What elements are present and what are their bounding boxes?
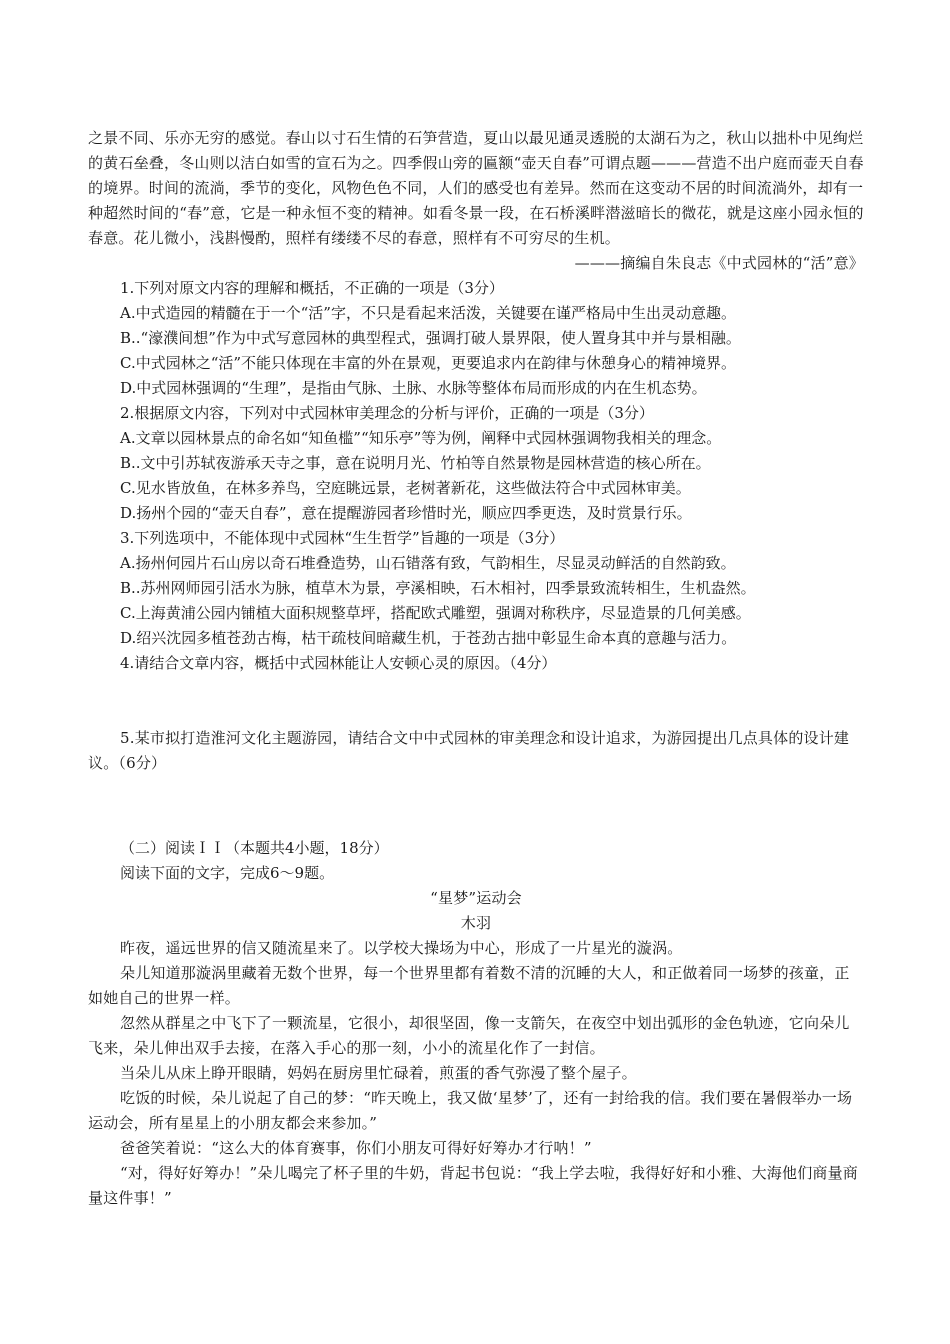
story-title: “星梦”运动会 (430, 889, 522, 907)
option-d: D.绍兴沈园多植苍劲古梅，枯干疏枝间暗藏生机，于苍劲古拙中彰显生命本真的意趣与活力。 (120, 629, 737, 647)
option-b: B..文中引苏轼夜游承天寺之事，意在说明月光、竹柏等自然景物是园林营造的核心所在。 (120, 454, 711, 472)
answer-space (88, 676, 864, 726)
question-5: 5.某市拟打造淮河文化主题游园，请结合文中中式园林的审美理念和设计追求，为游园提出几点具体的设计建议。（6分） (88, 729, 850, 772)
story-paragraph: 朵儿知道那漩涡里藏着无数个世界，每一个世界里都有着数不清的沉睡的大人，和正做着同一场梦的孩童，正如她自己的世界一样。 (88, 964, 850, 1007)
question-2 (88, 401, 864, 526)
option-b: B..苏州网师园引活水为脉，植草木为景，亭溪相映，石木相衬，四季景致流转相生，生机盎然。 (120, 579, 756, 597)
section-reading-2 (88, 836, 864, 1211)
story-paragraph: 当朵儿从床上睁开眼睛，妈妈在厨房里忙碌着，煎蛋的香气弥漫了整个屋子。 (120, 1064, 637, 1082)
option-a: A.扬州何园片石山房以奇石堆叠造势，山石错落有致，气韵相生，尽显灵动鲜活的自然韵致。 (120, 554, 736, 572)
option-a: A.文章以园林景点的命名如“知鱼槛”“知乐亭”等为例，阐释中式园林强调物我相关的理念。 (120, 429, 722, 447)
option-a: A.中式造园的精髓在于一个“活”字，不只是看起来活泼，关键要在谨严格局中生出灵动意趣。 (120, 304, 736, 322)
question-stem: 3.下列选项中，不能体现中式园林“生生哲学”旨趣的一项是（3分） (120, 529, 565, 547)
option-c: C.上海黄浦公园内铺植大面积规整草坪，搭配欧式雕塑，强调对称秩序，尽显造景的几何美感。 (120, 604, 751, 622)
story-paragraph: 昨夜，遥远世界的信又随流星来了。以学校大操场为中心，形成了一片星光的漩涡。 (120, 939, 683, 957)
passage-source: ———摘编自朱良志《中式园林的“活”意》 (574, 254, 864, 272)
option-c: C.中式园林之“活”不能只体现在丰富的外在景观，更要追求内在韵律与休憩身心的精神境界。 (120, 354, 737, 372)
question-stem: 1.下列对原文内容的理解和概括，不正确的一项是（3分） (120, 279, 504, 297)
exam-page (88, 126, 864, 1211)
story-author: 木羽 (460, 914, 492, 932)
option-c: C.见水皆放鱼，在林多养鸟，空庭眺远景，老树著新花，这些做法符合中式园林审美。 (120, 479, 691, 497)
question-1 (88, 276, 864, 401)
option-d: D.扬州个园的“壶天自春”，意在提醒游园者珍惜时光，顺应四季更迭，及时赏景行乐。 (120, 504, 692, 522)
story-paragraph: 忽然从群星之中飞下了一颗流星，它很小，却很坚固，像一支箭矢，在夜空中划出弧形的金色轨迹，它向朵儿飞来，朵儿伸出双手去接，在落入手心的那一刻，小小的流星化作了一封信。 (88, 1014, 850, 1057)
question-3 (88, 526, 864, 651)
story-paragraph: 吃饭的时候，朵儿说起了自己的梦：“昨天晚上，我又做‘星梦’了，还有一封给我的信。我们要在暑假举办一场运动会，所有星星上的小朋友都会来参加。” (88, 1089, 853, 1132)
option-d: D.中式园林强调的“生理”，是指由气脉、土脉、水脉等整体布局而形成的内在生机态势。 (120, 379, 707, 397)
story-paragraph: 爸爸笑着说：“这么大的体育赛事，你们小朋友可得好好筹办才行呐！” (120, 1139, 592, 1157)
option-b: B..“濠濮间想”作为中式写意园林的典型程式，强调打破人景界限，使人置身其中并与景相融。 (120, 329, 741, 347)
question-4: 4.请结合文章内容，概括中式园林能让人安顿心灵的原因。（4分） (120, 654, 557, 672)
section-instruction: 阅读下面的文字，完成6～9题。 (120, 864, 335, 882)
section-heading: （二）阅读ＩＩ（本题共4小题，18分） (120, 839, 389, 857)
answer-space (88, 776, 864, 836)
story-paragraph: “对，得好好筹办！”朵儿喝完了杯子里的牛奶，背起书包说：“我上学去啦，我得好好和小雅、大海他们商量商量这件事！” (88, 1164, 859, 1207)
question-stem: 2.根据原文内容，下列对中式园林审美理念的分析与评价，正确的一项是（3分） (120, 404, 654, 422)
passage-paragraph: 之景不同、乐亦无穷的感觉。春山以寸石生情的石笋营造，夏山以最见通灵透脱的太湖石为之，秋山以拙朴中见绚烂的黄石垒叠，冬山则以洁白如雪的宣石为之。四季假山旁的匾额“壶天自春”可谓点题———营造不出户庭而壶天自春的境界。时间的流淌，季节的变化，风物色色不同，人们的感受也有差异。然而在这变动不居的时间流淌外，却有一种超然时间的“春”意，它是一种永恒不变的精神。如看冬景一段，在石桥溪畔潜滋暗长的微花，就是这座小园永恒的春意。花儿微小，浅斟慢酌，照样有缕缕不尽的春意，照样有不可穷尽的生机。 (88, 129, 864, 247)
